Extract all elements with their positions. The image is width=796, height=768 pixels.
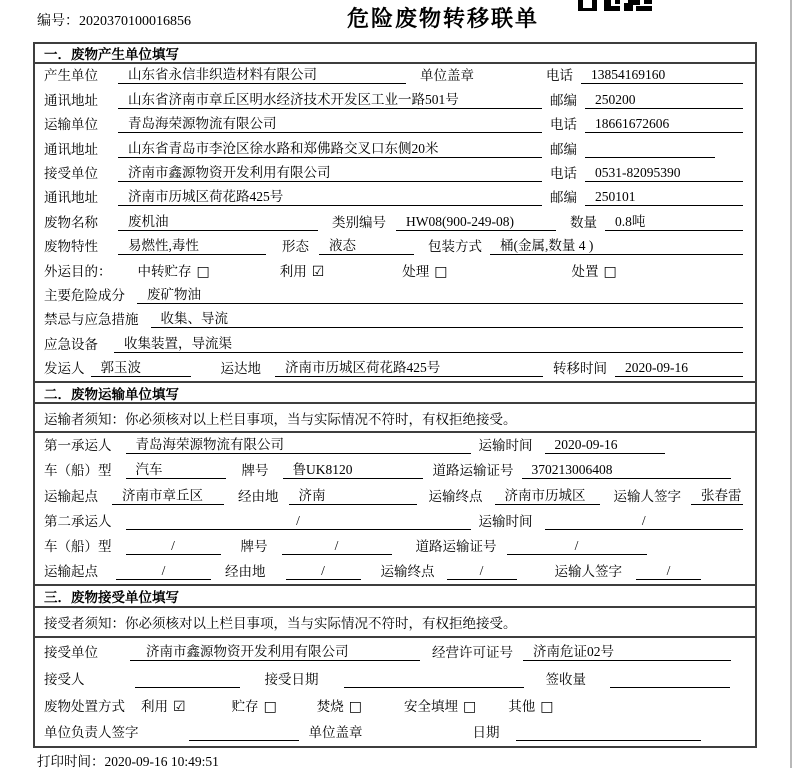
- row-vehicle1: [35, 458, 755, 483]
- plate-label: 牌号: [241, 463, 269, 479]
- route-end-value: 济南市历城区: [495, 487, 600, 505]
- transporter-value: 青岛海荣源物流有限公司: [118, 115, 542, 133]
- producer-phone-value: 13854169160: [581, 66, 743, 84]
- disposal-option: [141, 695, 186, 715]
- destination-label: 运达地: [220, 361, 261, 377]
- hazard-value: 废矿物油: [137, 286, 743, 304]
- address-label: 通讯地址: [44, 190, 98, 206]
- unit-signature-value: [189, 724, 299, 741]
- form-state-label: 形态: [282, 239, 309, 255]
- route-via-label: 经由地: [225, 564, 266, 580]
- transporter-address-value: 山东省青岛市李沧区徐水路和郑佛路交叉口东侧20米: [118, 140, 542, 158]
- page-edge-line: [790, 0, 792, 768]
- section2-title: 二．废物运输单位填写: [35, 381, 755, 404]
- receiver-value: 济南市鑫源物资开发利用有限公司: [118, 164, 542, 182]
- row-producer-address: [35, 88, 755, 112]
- plate-label: 牌号: [240, 539, 268, 555]
- receiver-notice: 接受者须知：你必须核对以上栏目事项，当与实际情况不符时，有权拒绝接受。: [35, 608, 755, 638]
- carrier-signature-label: 运输人签字: [554, 564, 622, 580]
- disposal-option: [317, 695, 362, 715]
- carrier-signature-label: 运输人签字: [613, 488, 681, 504]
- print-time-label: 打印时间：: [37, 754, 105, 768]
- row-vehicle2: [35, 534, 755, 559]
- row-acceptor: [35, 665, 755, 692]
- road-license-label: 道路运输证号: [415, 539, 497, 555]
- producer-value: 山东省永信非织造材料有限公司: [118, 66, 406, 84]
- option-text: 利用: [279, 263, 307, 279]
- serial-number: 2020370100016856: [79, 14, 191, 29]
- zip-label: 邮编: [550, 141, 577, 157]
- accept-unit-label: 接受单位: [44, 645, 98, 660]
- print-time: [37, 750, 219, 768]
- first-carrier-label: 第一承运人: [44, 438, 112, 454]
- storage-checkbox: □: [263, 698, 277, 715]
- zip-label: 邮编: [550, 190, 577, 206]
- route-start-value: 济南市章丘区: [112, 487, 224, 505]
- serial-label: 编号：: [37, 14, 79, 29]
- transfer-time-label: 转移时间: [553, 361, 607, 377]
- dispose-checkbox: □: [603, 263, 617, 280]
- route-via-value: /: [286, 562, 361, 580]
- transporter-phone-value: 18661672606: [585, 115, 743, 133]
- road-license-value: 370213006408: [522, 461, 732, 479]
- transporter-label: 运输单位: [44, 117, 98, 133]
- row-accept-unit: [35, 638, 755, 665]
- address-label: 通讯地址: [44, 141, 98, 157]
- unit-signature-label: 单位负责人签字: [44, 725, 139, 741]
- transit-storage-checkbox: □: [196, 263, 210, 280]
- quantity-label: 数量: [570, 214, 597, 230]
- row-hazard-component: [35, 284, 755, 308]
- option-text: 处置: [571, 263, 599, 279]
- road-license-label: 道路运输证号: [432, 463, 514, 479]
- section3-title: 三．废物接受单位填写: [35, 584, 755, 608]
- row-transfer-purpose: [35, 259, 755, 283]
- receiver-label: 接受单位: [44, 165, 98, 181]
- zip-label: 邮编: [550, 92, 577, 108]
- row-emergency-measures: [35, 308, 755, 332]
- receiver-zip-value: 250101: [585, 188, 743, 206]
- transport-time-value: /: [545, 512, 744, 530]
- shipper-value: 郭玉波: [91, 359, 191, 377]
- accept-date-value: [344, 671, 524, 688]
- utilize-checkbox: ☑: [311, 263, 325, 280]
- transfer-time-value: 2020-09-16: [615, 359, 743, 377]
- shipper-label: 发运人: [44, 361, 85, 377]
- print-time-value: 2020-09-16 10:49:51: [104, 754, 219, 768]
- receiver-address-value: 济南市历城区荷花路425号: [118, 188, 542, 206]
- row-receiver-address: [35, 186, 755, 210]
- route-start-label: 运输起点: [44, 564, 98, 580]
- route-via-value: 济南: [289, 487, 417, 505]
- acceptor-label: 接受人: [44, 671, 85, 687]
- second-carrier-value: /: [126, 512, 471, 530]
- transporter-zip-value: [585, 141, 715, 158]
- row-waste-name: [35, 210, 755, 234]
- packing-label: 包装方式: [428, 239, 482, 255]
- other-checkbox: □: [540, 698, 554, 715]
- option-text: 处理: [402, 263, 430, 279]
- vehicle-type-value: 汽车: [126, 461, 226, 479]
- hazard-label: 主要危险成分: [44, 287, 125, 303]
- row-route2: [35, 559, 755, 584]
- acceptor-value: [135, 671, 240, 688]
- date-value: [516, 724, 701, 741]
- section1-title: 一．废物产生单位填写: [35, 44, 755, 64]
- quantity-value: 0.8吨: [605, 213, 743, 231]
- packing-value: 桶(金属,数量 4 ): [490, 237, 743, 255]
- address-label: 通讯地址: [44, 92, 98, 108]
- purpose-option: [572, 260, 617, 280]
- accept-date-label: 接受日期: [264, 671, 319, 687]
- form-state-value: 液态: [319, 237, 414, 255]
- vehicle-type-label: 车（船）型: [44, 539, 112, 555]
- waste-name-label: 废物名称: [44, 214, 98, 230]
- waste-name-value: 废机油: [118, 213, 318, 231]
- purpose-option: [402, 260, 447, 280]
- phone-label: 电话: [550, 165, 577, 181]
- purpose-option: [280, 260, 325, 280]
- route-via-label: 经由地: [238, 488, 279, 504]
- producer-address-value: 山东省济南市章丘区明水经济技术开发区工业一路501号: [118, 91, 542, 109]
- vehicle-type-label: 车（船）型: [44, 463, 112, 479]
- disposal-option: [404, 695, 476, 715]
- receiver-phone-value: 0531-82095390: [585, 164, 743, 182]
- row-receiver: [35, 162, 755, 186]
- row-route1: [35, 483, 755, 508]
- carrier-signature-value: /: [636, 562, 701, 580]
- qr-code-icon: [578, 0, 656, 11]
- road-license-value: /: [507, 537, 647, 555]
- row-disposal-method: [35, 692, 755, 719]
- destination-value: 济南市历城区荷花路425号: [275, 359, 543, 377]
- received-amount-label: 签收量: [545, 671, 586, 687]
- purpose-option: [138, 260, 210, 280]
- treat-checkbox: □: [434, 263, 448, 280]
- equipment-label: 应急设备: [44, 336, 98, 352]
- carrier-signature-value: 张春雷: [691, 487, 743, 505]
- waste-property-label: 废物特性: [44, 239, 98, 255]
- permit-number-value: 济南危证02号: [523, 643, 731, 661]
- option-text: 其他: [508, 698, 536, 714]
- waste-property-value: 易燃性,毒性: [118, 237, 266, 255]
- route-end-label: 运输终点: [380, 564, 435, 580]
- disposal-option: [232, 695, 277, 715]
- second-carrier-label: 第二承运人: [44, 513, 112, 529]
- option-text: 安全填埋: [404, 698, 459, 714]
- category-code-value: HW08(900-249-08): [396, 213, 556, 231]
- unit-stamp-label: 单位盖章: [308, 725, 363, 741]
- date-label: 日期: [472, 725, 500, 741]
- purpose-label: 外运目的：: [44, 263, 112, 279]
- page-title: 危险废物转移联单: [346, 6, 539, 31]
- unit-stamp-label: 单位盖章: [420, 68, 474, 84]
- landfill-checkbox: □: [463, 698, 477, 715]
- transport-time-label: 运输时间: [478, 438, 533, 454]
- transporter-notice: 运输者须知：你必须核对以上栏目事项，当与实际情况不符时，有权拒绝接受。: [35, 404, 755, 433]
- row-first-carrier: [35, 433, 755, 458]
- row-emergency-equipment: [35, 332, 755, 356]
- first-carrier-value: 青岛海荣源物流有限公司: [126, 436, 471, 454]
- route-end-value: /: [447, 562, 517, 580]
- incinerate-checkbox: □: [348, 698, 363, 715]
- row-shipper: [35, 357, 755, 381]
- received-amount-value: [610, 671, 730, 688]
- route-start-value: /: [116, 562, 211, 580]
- row-second-carrier: [35, 509, 755, 534]
- phone-label: 电话: [546, 68, 573, 84]
- producer-zip-value: 250200: [585, 91, 743, 109]
- transport-time-value: 2020-09-16: [545, 436, 665, 454]
- disposal-option: [508, 695, 553, 715]
- row-producer: [35, 64, 755, 88]
- route-start-label: 运输起点: [44, 488, 98, 504]
- permit-number-label: 经营许可证号: [432, 645, 513, 660]
- utilize-checkbox: ☑: [173, 698, 186, 715]
- option-text: 利用: [141, 698, 168, 714]
- category-code-label: 类别编号: [332, 214, 386, 230]
- measures-label: 禁忌与应急措施: [44, 312, 139, 328]
- plate-value: /: [282, 537, 392, 555]
- vehicle-type-value: /: [126, 537, 221, 555]
- plate-value: 鲁UK8120: [283, 461, 423, 479]
- option-text: 中转贮存: [137, 263, 192, 279]
- phone-label: 电话: [550, 117, 577, 133]
- row-transporter-address: [35, 137, 755, 161]
- row-transporter: [35, 113, 755, 137]
- equipment-value: 收集装置，导流渠: [114, 335, 743, 353]
- option-text: 贮存: [231, 698, 259, 714]
- option-text: 焚烧: [316, 698, 344, 714]
- transfer-form-table: [33, 42, 757, 748]
- disposal-method-label: 废物处置方式: [44, 698, 125, 714]
- route-end-label: 运输终点: [428, 488, 483, 504]
- row-unit-signature: [35, 719, 755, 746]
- row-waste-property: [35, 235, 755, 259]
- accept-unit-value: 济南市鑫源物资开发利用有限公司: [130, 643, 420, 661]
- measures-value: 收集、导流: [151, 310, 744, 328]
- transport-time-label: 运输时间: [478, 513, 533, 529]
- producer-label: 产生单位: [44, 68, 98, 84]
